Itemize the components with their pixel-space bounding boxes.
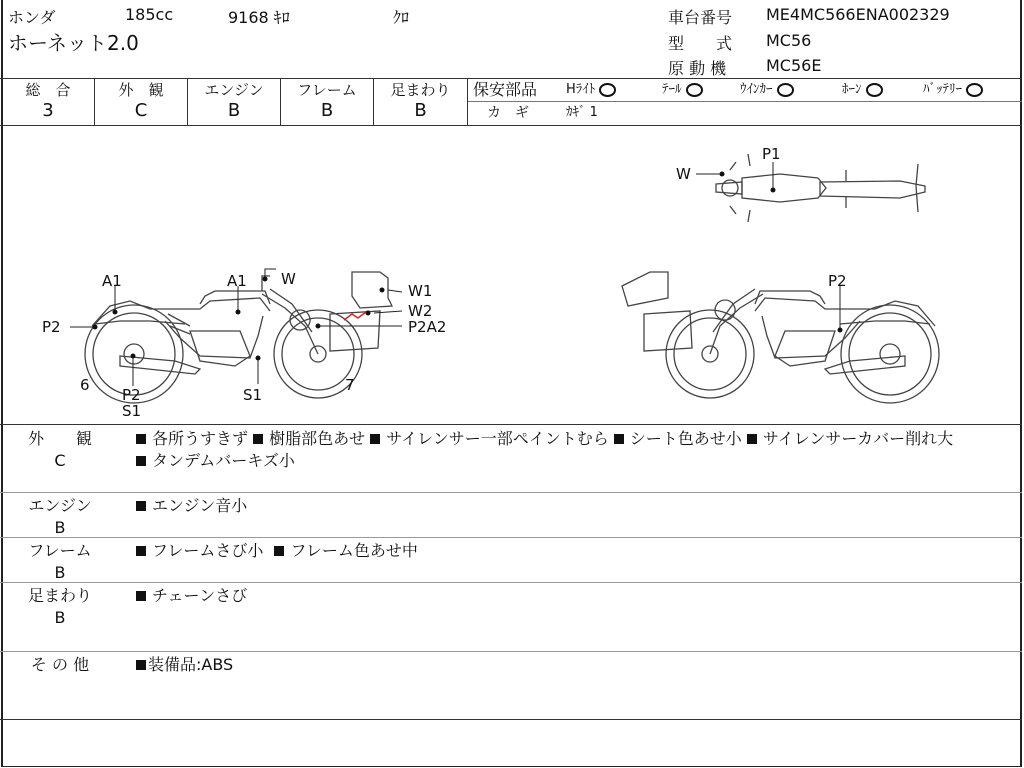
maker: ホンダ <box>8 8 56 27</box>
grade-overall-label: 総 合 <box>25 81 71 99</box>
grade-suspension-label: 足まわり <box>390 81 451 99</box>
motorcycle-right-side <box>622 272 939 403</box>
note-other-label: そ の 他 <box>30 655 90 674</box>
grade-exterior-label: 外 観 <box>118 81 164 99</box>
note-frame-items: フレームさび小 フレーム色あせ中 <box>136 540 418 562</box>
note-exterior-items: 各所うすきず 樹脂部色あせ サイレンサー一部ペイントむら シート色あせ小 サイレンサーカバー削れ大 タンデムバーキズ小 <box>136 428 1016 472</box>
diagram-label: 7 <box>345 376 355 394</box>
mileage: 9168 ｷﾛ <box>228 8 290 27</box>
grade-exterior-value: C <box>134 100 148 121</box>
motorcycle-top-view <box>716 154 925 222</box>
type-label: 型 式 <box>668 34 733 53</box>
diagram-label: P2A2 <box>408 318 447 336</box>
ok-circle-icon <box>599 83 616 97</box>
square-bullet-icon <box>747 434 757 444</box>
model-name: ホーネット2.0 <box>8 31 139 55</box>
square-bullet-icon <box>136 434 146 444</box>
square-bullet-icon <box>274 546 284 556</box>
color: ｸﾛ <box>393 8 410 27</box>
diagram-label: W <box>676 165 691 183</box>
motorcycle-left-side <box>85 276 362 403</box>
key-value: ｶｷﾞ 1 <box>566 105 598 120</box>
square-bullet-icon <box>253 434 263 444</box>
grade-engine <box>188 80 280 125</box>
square-bullet-icon <box>614 434 624 444</box>
ok-circle-icon <box>966 83 983 97</box>
diagram-label: W2 <box>408 302 433 320</box>
ok-circle-icon <box>777 83 794 97</box>
diagram-label: P2 <box>42 318 61 336</box>
square-bullet-icon <box>136 591 146 601</box>
diagram-label: W <box>281 270 296 288</box>
note-frame-label: フレーム B <box>28 541 92 582</box>
note-engine-label: エンジン B <box>28 496 92 537</box>
diagram-label: P2 <box>122 386 141 404</box>
square-bullet-icon <box>136 546 146 556</box>
grade-overall-value: 3 <box>42 100 54 121</box>
grade-suspension <box>374 80 467 125</box>
diagram-label: 6 <box>80 376 90 394</box>
grade-engine-value: B <box>227 100 241 121</box>
square-bullet-icon <box>370 434 380 444</box>
grade-engine-label: エンジン <box>204 81 264 99</box>
note-other-items: 装備品:ABS <box>136 654 233 676</box>
safety-headlight: Hﾗｲﾄ <box>566 81 616 99</box>
type-value: MC56 <box>766 31 812 50</box>
grade-frame-value: B <box>320 100 334 121</box>
damage-diagram <box>0 126 1022 424</box>
grade-overall <box>2 80 94 125</box>
diagram-label: W1 <box>408 282 433 300</box>
key-label: カ ギ <box>487 105 529 121</box>
grade-suspension-value: B <box>414 100 427 121</box>
diagram-label: P1 <box>762 145 781 163</box>
frame-no-label: 車台番号 <box>668 8 733 27</box>
safety-parts <box>473 80 537 100</box>
safety-horn: ﾎｰﾝ <box>842 81 883 99</box>
diagram-label: S1 <box>243 386 263 404</box>
diagram-label: A1 <box>227 272 247 290</box>
grade-top-line <box>0 78 1022 79</box>
square-bullet-icon <box>136 501 146 511</box>
diagram-label: A1 <box>102 272 122 290</box>
safety-winker: ｳｲﾝｶｰ <box>740 81 794 99</box>
square-bullet-icon <box>136 456 146 466</box>
grade-frame-label: フレーム <box>297 81 357 99</box>
note-suspension-label: 足まわり B <box>27 586 92 627</box>
note-exterior-label: 外 観 C <box>27 429 92 470</box>
ok-circle-icon <box>866 83 883 97</box>
frame-no: ME4MC566ENA002329 <box>766 5 950 24</box>
engine-label: 原 動 機 <box>668 59 727 78</box>
grade-exterior <box>95 80 187 125</box>
ok-circle-icon <box>686 83 703 97</box>
square-bullet-icon <box>136 660 146 670</box>
note-engine-items: エンジン音小 <box>136 495 247 517</box>
displacement: 185cc <box>125 5 174 24</box>
safety-title: 保安部品 <box>473 80 538 99</box>
windscreen-left <box>330 272 392 351</box>
note-suspension-items: チェーンさび <box>136 585 247 607</box>
grade-frame <box>281 80 373 125</box>
diagram-label: P2 <box>828 272 847 290</box>
engine-value: MC56E <box>766 56 822 75</box>
diagram-label: S1 <box>122 402 142 420</box>
safety-taillight: ﾃｰﾙ <box>662 81 703 99</box>
safety-battery: ﾊﾞｯﾃﾘｰ <box>923 81 983 99</box>
